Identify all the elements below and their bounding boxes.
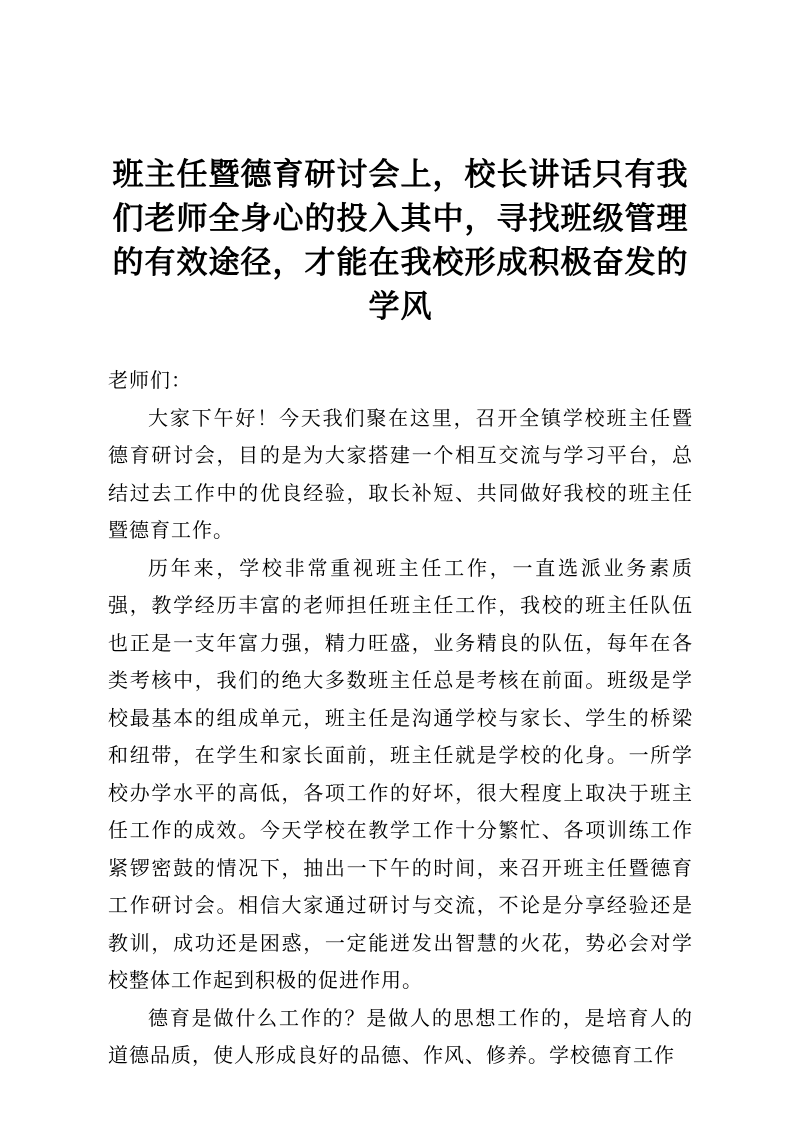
document-content [108,153,693,1076]
salutation: 老师们： [108,370,192,392]
paragraph: 大家下午好！今天我们聚在这里，召开全镇学校班主任暨德育研讨会，目的是为大家搭建一个相互交流与学习平台，总结过去工作中的优良经验，取长补短、共同做好我校的班主任暨德育工作。 [108,407,693,542]
paragraph: 历年来，学校非常重视班主任工作，一直选派业务素质强，教学经历丰富的老师担任班主任工作，我校的班主任队伍也正是一支年富力强，精力旺盛，业务精良的队伍，每年在各类考核中，我们的绝大多数班主任总是考核在前面。班级是学校最基本的组成单元，班主任是沟通学校与家长、学生的桥梁和纽带，在学生和家长面前，班主任就是学校的化身。一所学校办学水平的高低，各项工作的好坏，很大程度上取决于班主任工作的成效。今天学校在教学工作十分繁忙、各项训练工作紧锣密鼓的情况下，抽出一下午的时间，来召开班主任暨德育工作研讨会。相信大家通过研讨与交流，不论是分享经验还是教训，成功还是困惑，一定能迸发出智慧的火花，势必会对学校整体工作起到积极的促进作用。 [108,557,693,992]
document-body [108,363,693,1076]
paragraph-list [108,401,693,1076]
paragraph: 德育是做什么工作的？是做人的思想工作的，是培育人的道德品质，使人形成良好的品德、作风、修养。学校德育工作 [108,1007,693,1067]
document-title: 班主任暨德育研讨会上，校长讲话只有我们老师全身心的投入其中，寻找班级管理的有效途径，才能在我校形成积极奋发的学风 [112,157,689,324]
